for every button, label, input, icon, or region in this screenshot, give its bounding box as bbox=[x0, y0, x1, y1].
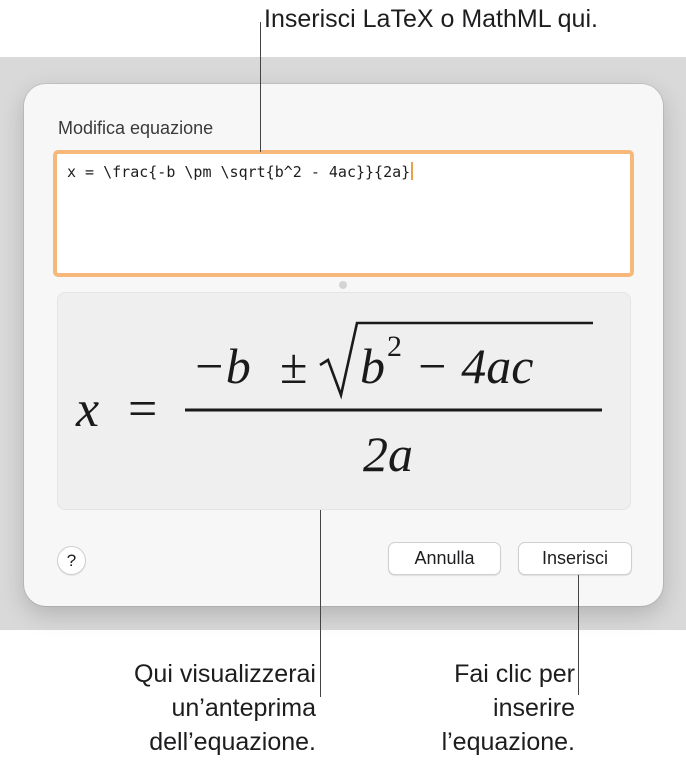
callout-latex-input: Inserisci LaTeX o MathML qui. bbox=[264, 5, 598, 33]
equation-input-text: x = \frac{-b \pm \sqrt{b^2 - 4ac}}{2a} bbox=[67, 163, 411, 181]
preview-plus-minus: ± bbox=[280, 338, 308, 394]
text-caret bbox=[411, 162, 413, 180]
equation-preview bbox=[57, 292, 631, 510]
callout-insert-line: l’equazione. bbox=[441, 728, 575, 756]
callout-insert-line: inserire bbox=[493, 694, 575, 722]
callout-insert bbox=[442, 657, 575, 759]
insert-button[interactable]: Inserisci bbox=[518, 542, 632, 575]
callout-preview bbox=[134, 657, 316, 759]
preview-numerator-neg-b: −b bbox=[192, 338, 251, 394]
callout-insert-line: Fai clic per bbox=[454, 660, 575, 688]
resize-handle[interactable] bbox=[339, 281, 347, 289]
callout-preview-line: dell’equazione. bbox=[149, 728, 316, 756]
preview-radicand-base: b bbox=[360, 338, 385, 394]
preview-lhs: x bbox=[76, 381, 100, 438]
help-button[interactable]: ? bbox=[57, 546, 86, 575]
dialog-title: Modifica equazione bbox=[58, 118, 214, 138]
callout-preview-line: Qui visualizzerai bbox=[133, 660, 316, 688]
preview-equals: = bbox=[128, 381, 158, 438]
leader-line-preview bbox=[320, 510, 321, 697]
leader-line-insert bbox=[578, 575, 579, 695]
preview-denominator: 2a bbox=[363, 426, 413, 482]
preview-exponent: 2 bbox=[387, 330, 402, 363]
equation-input[interactable] bbox=[53, 150, 634, 277]
preview-radicand-rest: − 4ac bbox=[415, 338, 534, 394]
cancel-button[interactable]: Annulla bbox=[388, 542, 501, 575]
leader-line-input bbox=[260, 22, 261, 152]
equation-preview-render bbox=[58, 293, 632, 511]
callout-preview-line: un’anteprima bbox=[171, 694, 316, 722]
